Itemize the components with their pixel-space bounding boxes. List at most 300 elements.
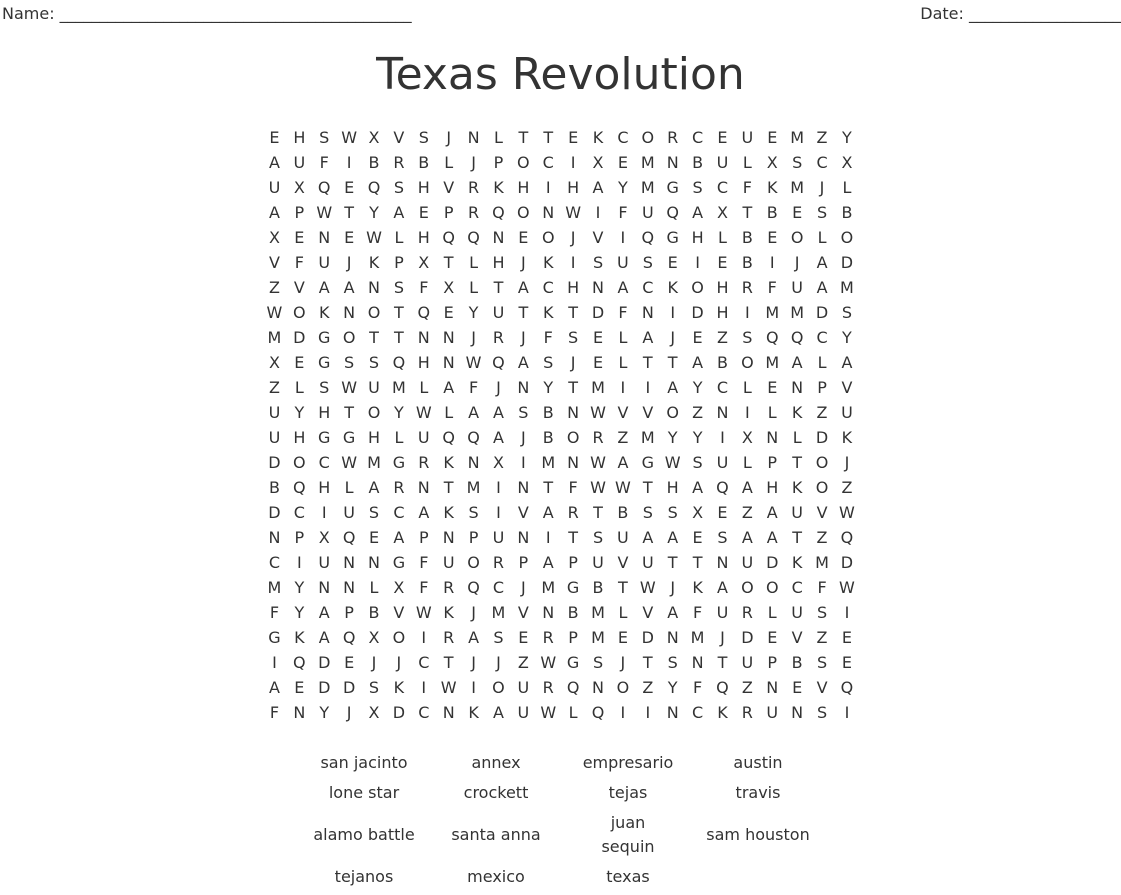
grid-letter: T — [667, 553, 678, 572]
grid-letter: Z — [617, 428, 629, 447]
grid-letter: U — [617, 253, 629, 272]
grid-letter: A — [443, 378, 455, 397]
grid-letter: W — [590, 478, 606, 497]
grid-letter: O — [815, 478, 829, 497]
grid-letter: S — [692, 178, 703, 197]
grid-letter: O — [840, 228, 854, 247]
grid-letter: D — [268, 503, 281, 522]
grid-letter: F — [468, 378, 479, 397]
grid-letter: P — [418, 528, 429, 547]
grid-row — [262, 300, 859, 325]
grid-letter: S — [418, 128, 429, 147]
grid-letter: T — [667, 353, 678, 372]
grid-letter: X — [492, 453, 504, 472]
grid-letter: Y — [667, 678, 678, 697]
grid-letter: G — [392, 453, 406, 472]
grid-letter: L — [767, 603, 777, 622]
grid-letter: K — [841, 428, 853, 447]
grid-letter: W — [440, 678, 457, 697]
grid-letter: J — [471, 603, 476, 622]
grid-letter: L — [767, 403, 777, 422]
grid-letter: C — [418, 703, 430, 722]
grid-letter: R — [393, 153, 405, 172]
grid-letter: L — [294, 378, 304, 397]
grid-letter: H — [417, 353, 430, 372]
grid-letter: E — [767, 628, 778, 647]
grid-letter: U — [293, 153, 306, 172]
grid-letter: D — [318, 653, 331, 672]
grid-letter: R — [592, 428, 604, 447]
grid-letter: N — [766, 428, 779, 447]
page-title: Texas Revolution — [376, 49, 745, 100]
grid-letter: Q — [442, 428, 455, 447]
grid-letter: B — [268, 478, 280, 497]
grid-letter: W — [565, 203, 582, 222]
grid-letter: E — [294, 228, 305, 247]
grid-letter: M — [640, 153, 655, 172]
grid-letter: W — [839, 503, 855, 522]
word-list-item: santa anna — [451, 825, 541, 844]
grid-letter: J — [520, 328, 526, 347]
grid-letter: A — [816, 253, 828, 272]
grid-letter: K — [791, 403, 803, 422]
grid-letter: H — [417, 228, 430, 247]
grid-letter: O — [293, 453, 306, 472]
grid-letter: N — [716, 403, 729, 422]
grid-letter: A — [468, 628, 480, 647]
grid-letter: C — [692, 703, 704, 722]
grid-letter: E — [368, 528, 380, 547]
grid-letter: S — [792, 153, 803, 172]
grid-letter: A — [617, 453, 629, 472]
grid-letter: N — [567, 403, 580, 422]
grid-letter: M — [765, 353, 780, 372]
grid-letter: H — [567, 178, 580, 197]
grid-letter: L — [469, 253, 479, 272]
grid-letter: E — [717, 503, 728, 522]
word-list-item: juan sequin — [601, 813, 655, 856]
grid-letter: I — [745, 303, 750, 322]
grid-letter: O — [392, 628, 406, 647]
grid-letter: A — [592, 178, 604, 197]
grid-letter: J — [496, 378, 501, 397]
grid-letter: I — [272, 653, 277, 672]
grid-letter: I — [695, 253, 700, 272]
grid-letter: V — [617, 553, 629, 572]
grid-letter: A — [318, 278, 330, 297]
grid-letter: U — [268, 428, 281, 447]
grid-letter: S — [368, 353, 380, 372]
grid-letter: I — [321, 503, 327, 522]
grid-letter: J — [844, 453, 850, 472]
grid-letter: O — [741, 578, 754, 597]
grid-letter: P — [568, 553, 578, 572]
grid-letter: I — [570, 153, 576, 172]
grid-letter: Y — [543, 378, 554, 397]
grid-letter: N — [368, 278, 380, 297]
grid-letter: K — [767, 178, 778, 197]
grid-letter: V — [816, 678, 828, 697]
grid-letter: W — [839, 578, 855, 597]
grid-letter: J — [446, 128, 452, 147]
grid-letter: K — [667, 278, 678, 297]
grid-letter: G — [666, 228, 679, 247]
grid-letter: R — [667, 128, 679, 147]
grid-letter: T — [443, 253, 454, 272]
grid-letter: Z — [268, 378, 280, 397]
grid-letter: E — [344, 653, 355, 672]
grid-row — [262, 175, 859, 200]
grid-letter: N — [666, 703, 679, 722]
grid-letter: D — [392, 703, 406, 722]
grid-letter: W — [316, 203, 333, 222]
grid-letter: I — [545, 178, 551, 197]
word-list-item: annex — [471, 753, 521, 772]
grid-letter: N — [567, 453, 580, 472]
grid-letter: Q — [765, 328, 779, 347]
grid-letter: P — [394, 253, 404, 272]
grid-letter: I — [421, 628, 427, 647]
grid-letter: I — [545, 528, 551, 547]
grid-letter: Q — [442, 228, 455, 247]
grid-letter: R — [393, 478, 405, 497]
grid-letter: N — [666, 153, 679, 172]
grid-letter: L — [394, 228, 404, 247]
grid-letter: C — [318, 453, 330, 472]
grid-letter: M — [640, 178, 655, 197]
grid-letter: M — [640, 428, 655, 447]
grid-letter: E — [344, 178, 355, 197]
grid-letter: O — [541, 228, 555, 247]
grid-letter: F — [742, 178, 752, 197]
grid-letter: V — [791, 628, 803, 647]
grid-letter: J — [520, 428, 526, 447]
grid-letter: T — [394, 328, 404, 347]
grid-letter: X — [443, 278, 455, 297]
grid-letter: N — [368, 553, 380, 572]
grid-letter: H — [293, 128, 306, 147]
grid-letter: B — [716, 353, 728, 372]
grid-letter: Q — [641, 228, 655, 247]
grid-letter: A — [841, 353, 853, 372]
grid-letter: N — [716, 553, 729, 572]
grid-row — [262, 350, 859, 375]
grid-letter: U — [517, 678, 530, 697]
grid-letter: I — [620, 378, 626, 397]
grid-letter: A — [741, 478, 753, 497]
grid-letter: N — [417, 478, 430, 497]
grid-letter: N — [666, 628, 679, 647]
grid-letter: E — [344, 228, 355, 247]
grid-row — [262, 125, 859, 150]
grid-letter: Q — [591, 703, 605, 722]
grid-letter: H — [567, 278, 580, 297]
grid-letter: Z — [816, 403, 828, 422]
grid-letter: E — [767, 128, 778, 147]
grid-letter: N — [293, 703, 306, 722]
grid-letter: S — [667, 503, 678, 522]
grid-letter: D — [342, 678, 356, 697]
grid-letter: M — [466, 478, 481, 497]
grid-letter: K — [443, 603, 454, 622]
grid-letter: A — [642, 328, 654, 347]
grid-letter: L — [817, 353, 827, 372]
grid-letter: H — [716, 278, 729, 297]
grid-letter: O — [790, 228, 804, 247]
grid-letter: C — [542, 278, 554, 297]
grid-letter: C — [716, 378, 729, 397]
date-field: Date: ___________________ — [920, 4, 1121, 23]
grid-letter: S — [717, 528, 728, 547]
grid-letter: W — [639, 578, 656, 597]
grid-letter: J — [819, 178, 825, 197]
grid-row — [262, 600, 859, 625]
grid-letter: N — [343, 553, 356, 572]
grid-letter: V — [517, 603, 529, 622]
grid-letter: H — [666, 478, 679, 497]
grid-letter: T — [642, 478, 653, 497]
grid-letter: F — [692, 678, 703, 697]
grid-letter: A — [492, 428, 504, 447]
grid-letter: P — [817, 378, 827, 397]
grid-letter: J — [471, 328, 476, 347]
grid-letter: X — [741, 428, 753, 447]
grid-letter: A — [717, 578, 728, 597]
grid-letter: I — [421, 678, 427, 697]
grid-letter: X — [692, 503, 704, 522]
grid-letter: X — [393, 578, 405, 597]
grid-letter: D — [641, 628, 654, 647]
grid-letter: V — [617, 403, 629, 422]
grid-letter: I — [620, 228, 626, 247]
grid-letter: O — [616, 678, 630, 697]
grid-letter: I — [595, 203, 601, 222]
grid-letter: X — [368, 128, 380, 147]
grid-letter: M — [790, 303, 805, 322]
grid-letter: W — [415, 403, 432, 422]
grid-letter: J — [346, 703, 352, 722]
grid-letter: S — [518, 403, 529, 422]
grid-letter: V — [393, 603, 405, 622]
grid-letter: Y — [294, 603, 305, 622]
grid-letter: T — [369, 328, 379, 347]
grid-letter: E — [568, 128, 579, 147]
grid-letter: T — [443, 653, 454, 672]
grid-letter: R — [418, 453, 430, 472]
grid-letter: M — [690, 628, 705, 647]
grid-letter: Y — [842, 328, 852, 347]
grid-letter: V — [517, 503, 529, 522]
grid-letter: A — [816, 278, 828, 297]
grid-letter: X — [716, 203, 728, 222]
grid-letter: N — [442, 528, 455, 547]
grid-letter: E — [617, 628, 628, 647]
grid-letter: K — [791, 478, 803, 497]
grid-letter: U — [517, 703, 530, 722]
grid-letter: N — [318, 578, 331, 597]
grid-letter: A — [268, 203, 280, 222]
grid-letter: S — [642, 253, 653, 272]
grid-letter: P — [468, 528, 479, 547]
grid-letter: L — [618, 603, 628, 622]
grid-letter: I — [496, 503, 501, 522]
grid-letter: P — [568, 628, 578, 647]
grid-letter: N — [442, 328, 455, 347]
grid-letter: Q — [417, 303, 431, 322]
grid-letter: F — [419, 553, 429, 572]
grid-letter: P — [767, 453, 778, 472]
word-list-item: tejas — [608, 783, 648, 802]
grid-letter: F — [618, 203, 628, 222]
grid-letter: E — [518, 628, 529, 647]
grid-letter: S — [543, 353, 554, 372]
grid-letter: B — [592, 578, 604, 597]
grid-letter: W — [465, 353, 482, 372]
grid-letter: Q — [840, 678, 854, 697]
grid-letter: A — [642, 528, 654, 547]
grid-letter: F — [817, 578, 827, 597]
grid-letter: R — [741, 603, 753, 622]
grid-letter: C — [542, 153, 554, 172]
grid-row — [262, 450, 859, 475]
grid-letter: F — [618, 303, 628, 322]
grid-row — [262, 625, 859, 650]
grid-letter: G — [392, 553, 406, 572]
grid-letter: Q — [467, 428, 480, 447]
grid-letter: S — [592, 253, 604, 272]
grid-letter: D — [840, 553, 854, 572]
grid-letter: M — [367, 453, 381, 472]
grid-letter: N — [343, 578, 356, 597]
grid-letter: J — [520, 253, 526, 272]
grid-letter: Q — [790, 328, 804, 347]
grid-row — [262, 575, 859, 600]
grid-letter: A — [492, 403, 504, 422]
grid-letter: R — [741, 703, 753, 722]
grid-letter: A — [791, 353, 803, 372]
grid-letter: L — [469, 278, 479, 297]
grid-letter: F — [767, 278, 777, 297]
grid-letter: R — [741, 278, 753, 297]
grid-letter: A — [517, 353, 529, 372]
grid-letter: I — [670, 303, 676, 322]
grid-letter: Q — [840, 528, 854, 547]
grid-letter: Q — [293, 478, 306, 497]
grid-letter: A — [418, 503, 430, 522]
grid-letter: T — [642, 353, 653, 372]
grid-letter: O — [517, 203, 530, 222]
grid-row — [262, 250, 859, 275]
grid-letter: M — [765, 303, 780, 322]
grid-letter: X — [268, 228, 280, 247]
grid-letter: N — [343, 303, 356, 322]
grid-letter: G — [666, 178, 679, 197]
grid-letter: D — [268, 453, 281, 472]
grid-letter: X — [592, 153, 604, 172]
grid-letter: U — [741, 553, 754, 572]
grid-letter: P — [294, 528, 305, 547]
grid-letter: A — [766, 528, 778, 547]
grid-letter: E — [667, 253, 678, 272]
grid-letter: V — [443, 178, 455, 197]
letter-grid — [262, 125, 859, 725]
grid-letter: Z — [741, 678, 753, 697]
grid-letter: Q — [392, 353, 406, 372]
grid-letter: Z — [741, 503, 753, 522]
grid-letter: L — [419, 378, 429, 397]
grid-letter: S — [393, 178, 404, 197]
grid-letter: B — [741, 228, 753, 247]
grid-letter: G — [566, 578, 580, 597]
grid-letter: E — [592, 353, 604, 372]
grid-letter: E — [592, 328, 604, 347]
grid-letter: O — [342, 328, 356, 347]
grid-letter: T — [493, 278, 504, 297]
grid-letter: C — [293, 503, 305, 522]
grid-letter: U — [343, 503, 355, 522]
grid-letter: H — [417, 178, 430, 197]
grid-letter: F — [543, 328, 553, 347]
grid-letter: L — [792, 428, 802, 447]
grid-letter: A — [617, 278, 629, 297]
grid-letter: G — [342, 428, 356, 447]
grid-letter: F — [319, 153, 329, 172]
grid-letter: C — [692, 128, 704, 147]
grid-letter: U — [318, 553, 331, 572]
grid-letter: M — [541, 453, 556, 472]
grid-letter: C — [617, 128, 629, 147]
grid-letter: L — [369, 578, 379, 597]
grid-letter: B — [617, 503, 629, 522]
grid-letter: E — [692, 328, 703, 347]
grid-letter: U — [791, 503, 803, 522]
grid-letter: X — [766, 153, 778, 172]
grid-letter: R — [443, 578, 455, 597]
grid-letter: Y — [319, 703, 330, 722]
grid-letter: J — [471, 653, 476, 672]
grid-letter: M — [591, 378, 605, 397]
grid-letter: M — [267, 328, 282, 347]
grid-letter: N — [691, 653, 704, 672]
grid-letter: A — [542, 503, 554, 522]
grid-letter: A — [318, 628, 330, 647]
grid-letter: S — [468, 503, 479, 522]
grid-letter: M — [790, 128, 805, 147]
grid-row — [262, 650, 859, 675]
grid-letter: K — [318, 303, 330, 322]
word-list-item: sam houston — [706, 825, 810, 844]
grid-letter: Z — [816, 128, 828, 147]
grid-letter: A — [692, 353, 704, 372]
grid-letter: M — [790, 178, 805, 197]
grid-letter: T — [568, 303, 579, 322]
grid-letter: T — [618, 578, 628, 597]
grid-letter: I — [471, 678, 476, 697]
grid-letter: P — [767, 653, 778, 672]
grid-letter: H — [517, 178, 530, 197]
grid-letter: I — [844, 703, 850, 722]
grid-row — [262, 675, 859, 700]
grid-letter: C — [816, 153, 828, 172]
grid-letter: Y — [692, 428, 703, 447]
word-list-item: travis — [735, 783, 781, 802]
grid-letter: M — [591, 628, 605, 647]
grid-letter: E — [792, 203, 803, 222]
grid-letter: D — [815, 303, 829, 322]
grid-letter: N — [766, 678, 779, 697]
grid-letter: Q — [342, 528, 356, 547]
grid-letter: B — [368, 153, 380, 172]
